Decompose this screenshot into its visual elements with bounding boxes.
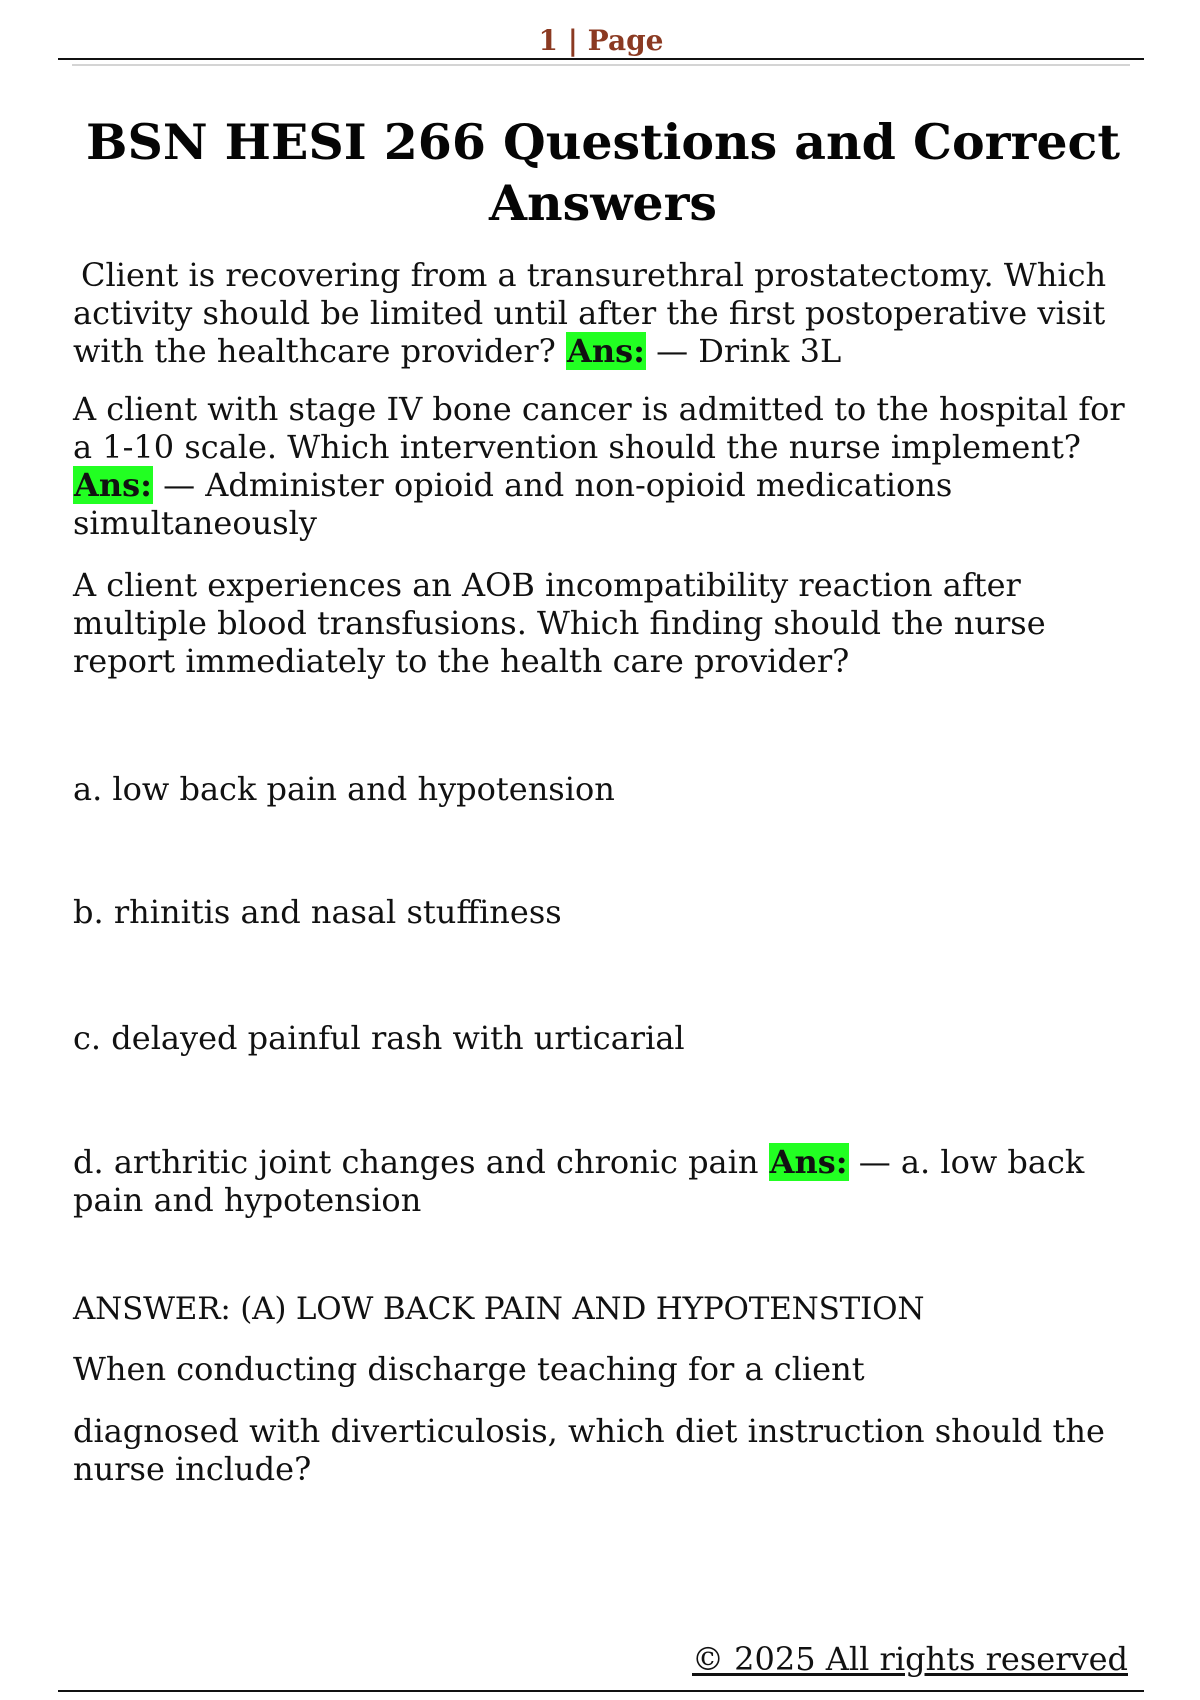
answer-option-c: c. delayed painful rash with urticarial — [73, 1019, 685, 1057]
answer-option-d-with-answer — [73, 1143, 1133, 1219]
document-content — [73, 112, 1133, 1488]
question-3-text: A client experiences an AOB incompatibility reaction after multiple blood transfusions. Which finding should the nurse report immediately to the health care provider? — [73, 566, 1046, 680]
question-1 — [73, 256, 1133, 370]
page-number: 1 | Page — [538, 24, 664, 57]
header-divider — [72, 64, 1130, 66]
answer-label: Ans: — [566, 332, 645, 370]
page-footer — [58, 1640, 1144, 1692]
answer-option-b: b. rhinitis and nasal stuffiness — [73, 893, 562, 931]
next-question-line-1: When conducting discharge teaching for a client — [73, 1350, 865, 1388]
question-3-answer: — a. low back pain and hypotension — [73, 1143, 1085, 1219]
question-1-text: Client is recovering from a transurethral prostatectomy. Which activity should be limited until after the first postoperative visit with the healthcare provider? — [73, 256, 1107, 370]
answer-label: Ans: — [769, 1143, 848, 1181]
page-header — [58, 24, 1144, 60]
copyright-notice: © 2025 All rights reserved — [692, 1640, 1128, 1678]
next-question-line-2: diagnosed with diverticulosis, which diet instruction should the nurse include? — [73, 1412, 1105, 1488]
question-2 — [73, 390, 1133, 542]
answer-label: Ans: — [74, 466, 152, 504]
document-title: BSN HESI 266 Questions and Correct Answers — [86, 113, 1120, 232]
question-2-answer: — Administer opioid and non-opioid medications simultaneously — [73, 466, 953, 542]
final-answer-statement: ANSWER: (A) LOW BACK PAIN AND HYPOTENSTION — [73, 1291, 925, 1327]
answer-option-a: a. low back pain and hypotension — [73, 770, 615, 808]
question-2-text: A client with stage IV bone cancer is admitted to the hospital for a 1-10 scale. Which intervention should the nurse implement? — [73, 390, 1125, 466]
question-1-answer: — Drink 3L — [656, 332, 842, 370]
answer-option-d: d. arthritic joint changes and chronic pain — [73, 1143, 759, 1181]
